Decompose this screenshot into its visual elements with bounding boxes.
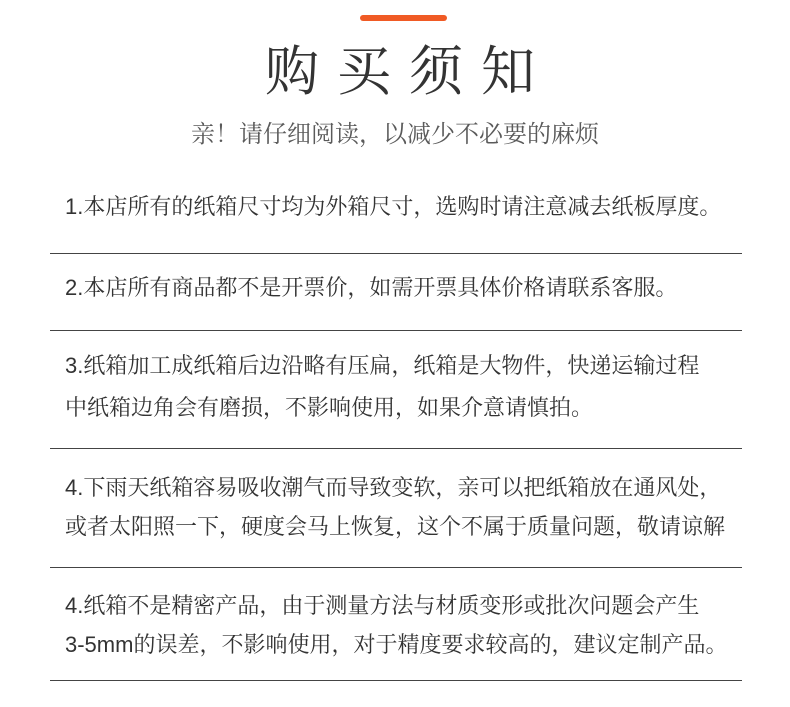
divider [50,330,742,331]
divider [50,567,742,568]
notice-line: 3-5mm的误差，不影响使用，对于精度要求较高的，建议定制产品。 [65,632,728,657]
divider [50,680,742,681]
notice-line: 1.本店所有的纸箱尺寸均为外箱尺寸，选购时请注意减去纸板厚度。 [65,194,722,219]
page-title: 购买须知 [265,42,553,102]
notice-line: 4.下雨天纸箱容易吸收潮气而导致变软，亲可以把纸箱放在通风处， [65,475,722,500]
notice-line: 2.本店所有商品都不是开票价，如需开票具体价格请联系客服。 [65,275,678,300]
notice-line: 4.纸箱不是精密产品，由于测量方法与材质变形或批次问题会产生 [65,593,700,618]
notice-line: 或者太阳照一下，硬度会马上恢复，这个不属于质量问题，敬请谅解 [65,514,726,539]
notice-line: 3.纸箱加工成纸箱后边沿略有压扁，纸箱是大物件，快递运输过程 [65,353,700,378]
notice-line: 中纸箱边角会有磨损，不影响使用，如果介意请慎拍。 [65,395,594,420]
divider [50,448,742,449]
page-subtitle: 亲！请仔细阅读，以减少不必要的麻烦 [191,121,599,148]
divider [50,253,742,254]
